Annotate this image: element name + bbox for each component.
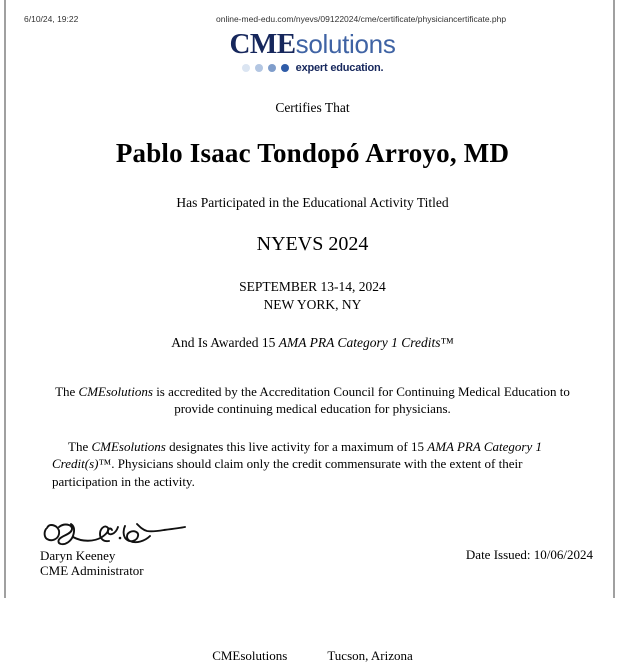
logo-wordmark xyxy=(229,30,395,59)
signatory-role: CME Administrator xyxy=(40,563,144,579)
accreditation-statement xyxy=(14,383,611,417)
page-border-right xyxy=(613,0,615,598)
logo-dot-4 xyxy=(281,64,289,72)
designation-text-3: ™. Physicians should claim only the credit commensurate with the extent of their participation in the activity. xyxy=(52,456,523,489)
activity-title: NYEVS 2024 xyxy=(256,233,369,255)
logo-dots-icon xyxy=(242,64,289,72)
print-source-url: online-med-edu.com/nyevs/09122024/cme/certificate/physiciancertificate.php xyxy=(216,14,507,24)
certificate-document xyxy=(14,28,611,664)
page-border-left xyxy=(4,0,6,598)
logo-dot-3 xyxy=(268,64,276,72)
credits-ama-phrase: AMA PRA Category 1 Credits xyxy=(278,335,441,350)
accreditation-org: CMEsolutions xyxy=(78,384,153,399)
certifies-that-label: Certifies That xyxy=(275,100,350,115)
accreditation-text-2: is accredited by the Accreditation Council for Continuing Medical Education to provide continuing medical education for physicians. xyxy=(152,384,570,417)
participation-statement: Has Participated in the Educational Activity Titled xyxy=(176,195,449,210)
date-issued: Date Issued: 10/06/2024 xyxy=(465,546,593,562)
signature-block xyxy=(40,520,188,579)
event-dates: SEPTEMBER 13-14, 2024 xyxy=(239,279,386,294)
recipient-name: Pablo Isaac Tondopó Arroyo, MD xyxy=(115,138,510,168)
designation-text-2: designates this live activity for a maximum of 15 xyxy=(165,439,428,455)
event-location: NEW YORK, NY xyxy=(263,297,362,312)
designation-org: CMEsolutions xyxy=(91,439,166,455)
print-timestamp: 6/10/24, 19:22 xyxy=(24,14,79,24)
credits-prefix: And Is Awarded 15 xyxy=(171,335,279,350)
credits-awarded xyxy=(14,335,611,351)
credits-trademark: ™ xyxy=(440,335,454,350)
logo-brand-primary: CME xyxy=(229,28,296,60)
logo-dot-1 xyxy=(242,64,250,72)
footer-location: Tucson, Arizona xyxy=(327,647,413,663)
footer-organization: CMEsolutions xyxy=(212,647,288,663)
logo-dot-2 xyxy=(255,64,263,72)
signatory-name: Daryn Keeney xyxy=(40,547,116,563)
logo-brand-secondary: solutions xyxy=(295,29,396,59)
logo-tagline-row xyxy=(14,62,611,74)
handwritten-signature-icon xyxy=(40,520,188,548)
signature-row xyxy=(14,520,611,579)
accreditation-text-1: The xyxy=(55,384,79,399)
logo-tagline: expert education. xyxy=(295,62,384,74)
cme-solutions-logo xyxy=(14,30,611,74)
print-header xyxy=(0,14,629,28)
designation-statement xyxy=(14,438,611,489)
designation-ama-phrase: AMA PRA Category 1 Credit(s) xyxy=(52,439,542,472)
designation-text-1: The xyxy=(68,439,92,455)
certificate-footer xyxy=(14,648,611,664)
